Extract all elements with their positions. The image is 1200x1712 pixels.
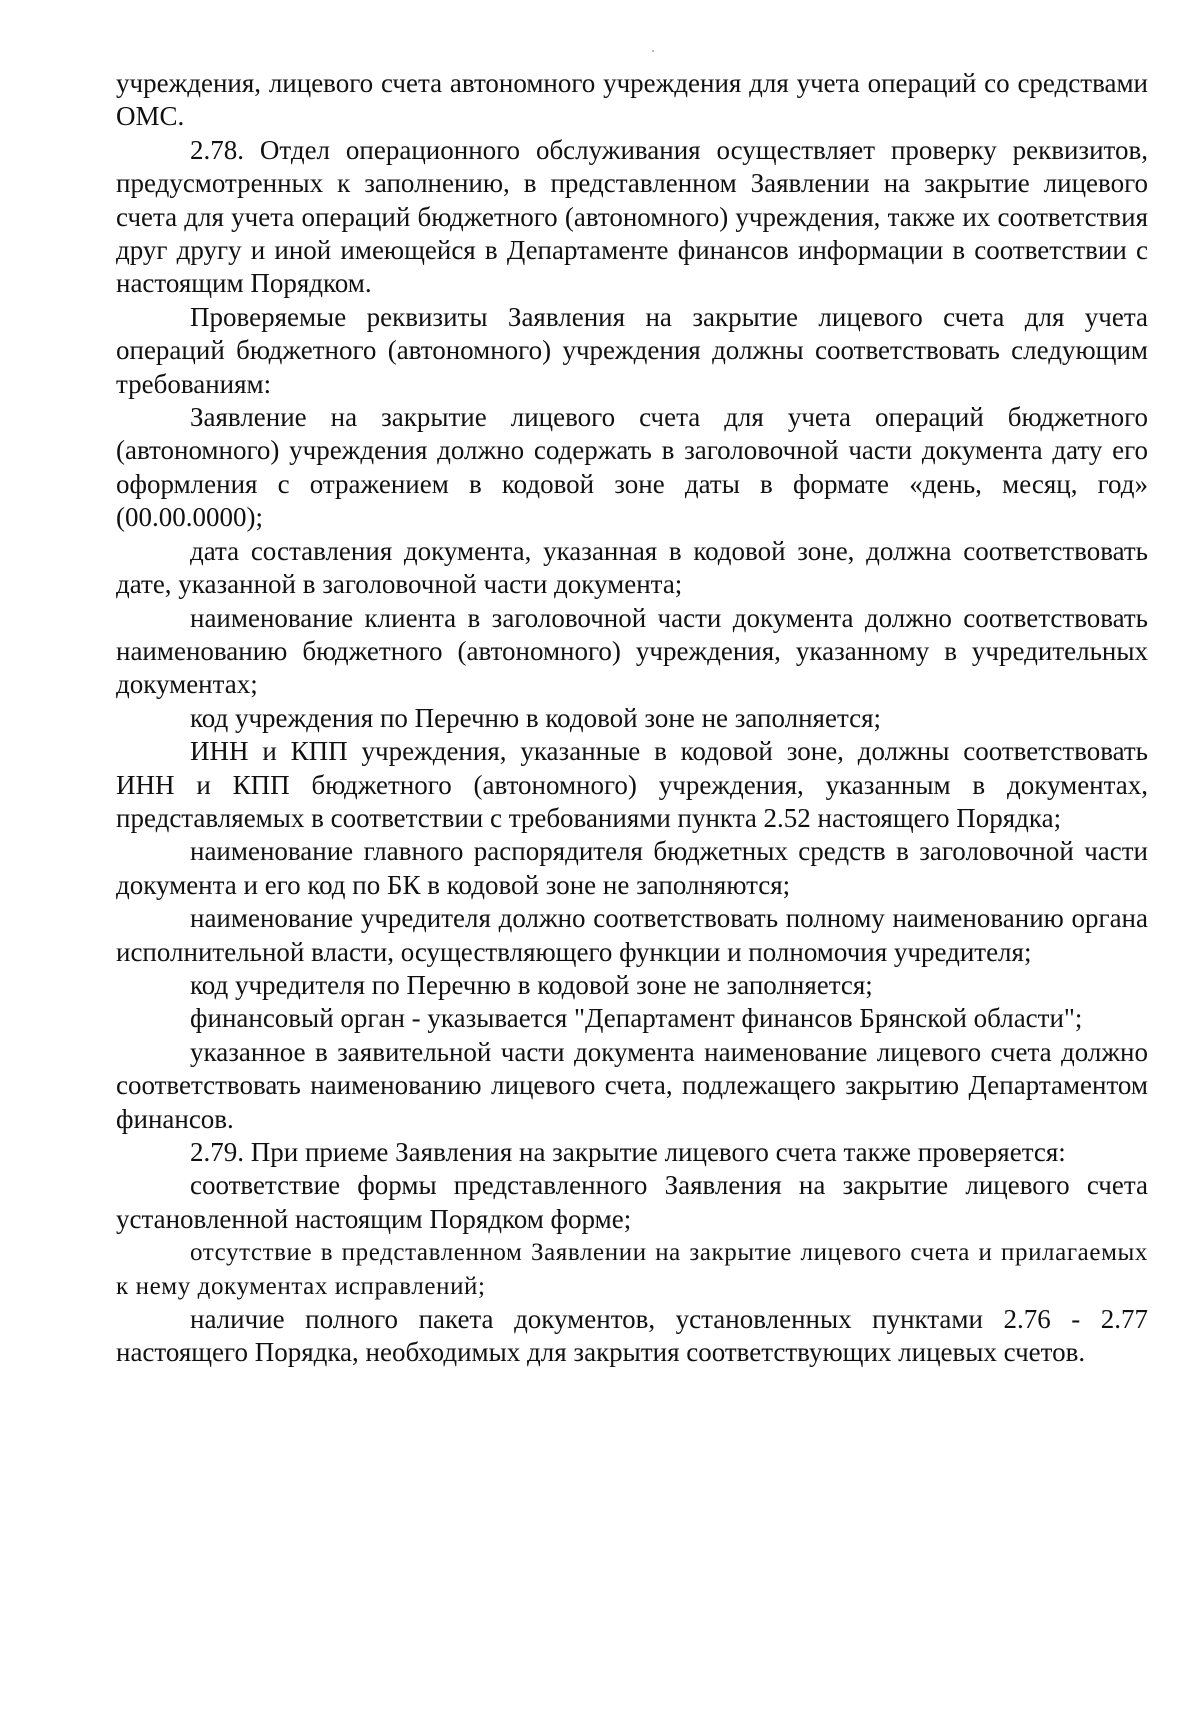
paragraph-continuation: учреждения, лицевого счета автономного учреждения для учета операций со средствами ОМС. — [116, 68, 1148, 132]
paragraph-2-79: 2.79. При приеме Заявления на закрытие лицевого счета также проверяется: — [190, 1137, 1066, 1167]
paragraph-client-name: наименование клиента в заголовочной части документа должно соответствовать наименованию бюджетного (автономного) учреждения, указанному в учредительных документах; — [116, 602, 1148, 700]
paragraph-date-match: дата составления документа, указанная в кодовой зоне, должна соответствовать дате, указанной в заголовочной части документа; — [116, 535, 1148, 600]
paragraph-financial-body: финансовый орган - указывается "Департамент финансов Брянской области"; — [190, 1003, 1083, 1034]
paragraph-founder-name: наименование учредителя должно соответствовать полному наименованию органа исполнительной власти, осуществляющего функции и полномочия учредителя; — [116, 903, 1148, 967]
scan-speck — [652, 50, 654, 52]
paragraph-chief-administrator: наименование главного распорядителя бюджетных средств в заголовочной части документа и его код по БК в кодовой зоне не заполняются; — [116, 836, 1148, 900]
paragraph-account-name: указанное в заявительной части документа наименование лицевого счета должно соответствовать наименованию лицевого счета, подлежащего закрытию Департаментом финансов. — [116, 1036, 1148, 1134]
paragraph-institution-code: код учреждения по Перечню в кодовой зоне не заполняется; — [190, 702, 881, 733]
paragraph-full-package: наличие полного пакета документов, установленных пунктами 2.76 - 2.77 настоящего Порядка, необходимых для закрытия соответствующих лицевых счетов. — [116, 1304, 1148, 1368]
paragraph-2-78: 2.78. Отдел операционного обслуживания осуществляет проверку реквизитов, предусмотренных к заполнению, в представленном Заявлении на закрытие лицевого счета для учета операций бюджетного (автономного) учреждения, также их соответствия друг другу и иной имеющейся в Департаменте финансов информации в соответствии с настоящим Порядком. — [116, 134, 1148, 299]
paragraph-date-requirement: Заявление на закрытие лицевого счета для учета операций бюджетного (автономного) учреждения должно содержать в заголовочной части документа дату его оформления с отражением в кодовой зоне даты в формате «день, месяц, год» (00.00.0000); — [116, 402, 1148, 533]
paragraph-form-compliance: соответствие формы представленного Заявления на закрытие лицевого счета установленной настоящим Порядком форме; — [116, 1170, 1148, 1234]
paragraph-founder-code: код учредителя по Перечню в кодовой зоне не заполняется; — [190, 969, 873, 1000]
paragraph-no-corrections: отсутствие в представленном Заявлении на закрытие лицевого счета и прилагаемых к нему документах исправлений; — [116, 1239, 1148, 1300]
paragraph-requirements-intro: Проверяемые реквизиты Заявления на закрытие лицевого счета для учета операций бюджетного (автономного) учреждения должны соответствовать следующим требованиям: — [116, 301, 1148, 399]
document-body — [116, 67, 1148, 1370]
paragraph-inn-kpp: ИНН и КПП учреждения, указанные в кодовой зоне, должны соответствовать ИНН и КПП бюджетного (автономного) учреждения, указанным в документах, представляемых в соответствии с требованиями пункта 2.52 настоящего Порядка; — [116, 736, 1148, 833]
